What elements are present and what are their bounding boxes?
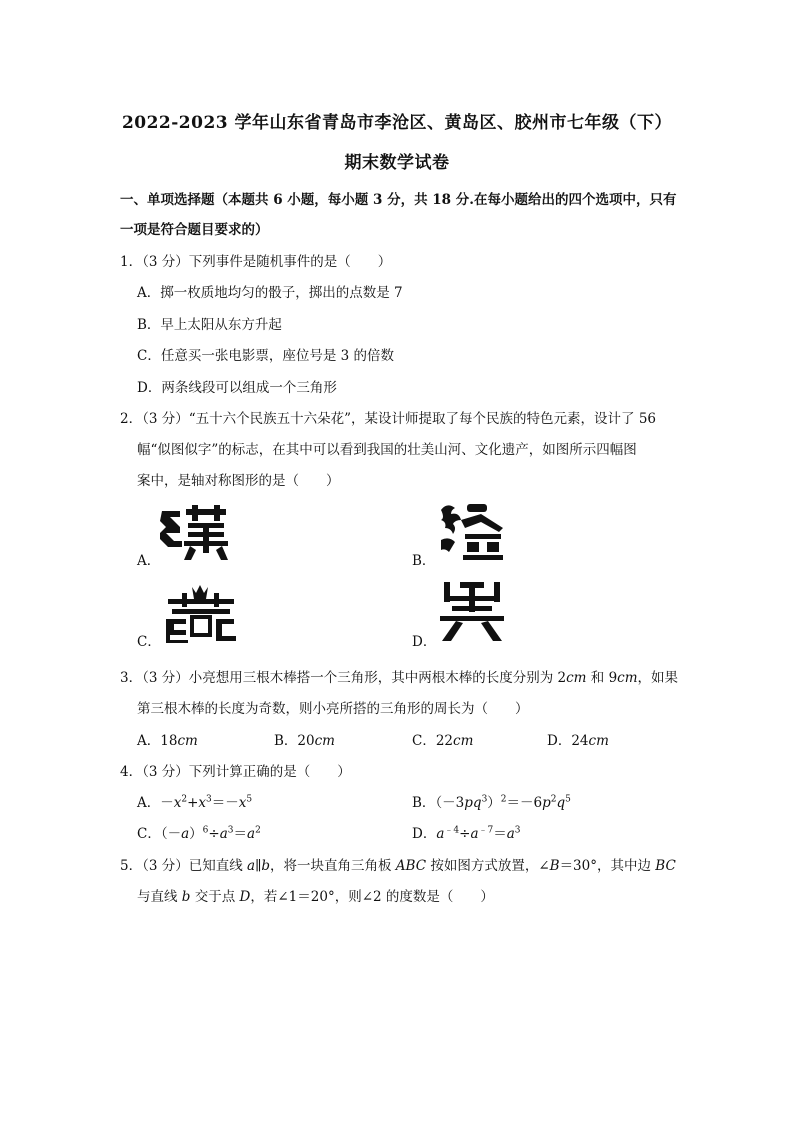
q3-option-a-unit: cm xyxy=(177,733,198,749)
q3-option-c-value: C．22 xyxy=(412,733,454,749)
q1-stem: 1．（3 分）下列事件是随机事件的是（ ） xyxy=(120,254,392,270)
q2-option-d-logo xyxy=(438,582,506,642)
q3-option-b-unit: cm xyxy=(314,733,335,749)
page-title: 2022-2023 学年山东省青岛市李沧区、黄岛区、胶州市七年级（下） xyxy=(121,113,673,133)
q2-option-d-label: D． xyxy=(412,634,437,650)
q3-option-d xyxy=(547,729,609,749)
q3-text: 3．（3 分）小亮想用三根木棒搭一个三角形，其中两根木棒的长度分别为 2 xyxy=(120,670,567,686)
q3-text: 和 9 xyxy=(586,670,618,686)
q2-stem-line1: 2．（3 分）“五十六个民族五十六朵花”，某设计师提取了每个民族的特色元素，设计了 56 xyxy=(120,411,656,427)
q5-var: BC xyxy=(655,858,676,874)
q3-unit: cm xyxy=(617,670,638,686)
q5-var: b xyxy=(181,889,191,905)
q5-text: 5．（3 分）已知直线 xyxy=(120,858,248,874)
q2-option-b-logo xyxy=(437,500,505,562)
section-header-line1: 一、单项选择题（本题共 6 小题，每小题 3 分，共 18 分.在每小题给出的四个选项中，只有 xyxy=(120,192,677,208)
q1-option-a: A．掷一枚质地均匀的骰子，掷出的点数是 7 xyxy=(137,285,403,301)
q3-option-b-value: B．20 xyxy=(274,733,315,749)
q5-stem-line2 xyxy=(137,885,494,905)
q4-option-a: A．$-x^2+x^3=-x^5$ xyxy=(137,794,253,811)
q5-text: ，将一块直角三角板 xyxy=(269,858,396,874)
page-subtitle: 期末数学试卷 xyxy=(344,153,450,173)
q5-text: ＝30°，其中边 xyxy=(559,858,656,874)
q5-var: a xyxy=(247,858,256,874)
q5-var: D xyxy=(239,889,251,905)
q3-option-d-unit: cm xyxy=(588,733,609,749)
q4-option-c: C．$(-a)^6\div a^3=a^2$ xyxy=(137,825,261,842)
q5-var: B xyxy=(549,858,560,874)
q3-unit: cm xyxy=(566,670,587,686)
q2-stem-line3: 案中，是轴对称图形的是（ ） xyxy=(137,473,340,489)
q3-text: ，如果 xyxy=(637,670,679,686)
q2-option-c-logo xyxy=(162,583,240,643)
q1-option-b: B．早上太阳从东方升起 xyxy=(137,317,282,333)
q3-option-b xyxy=(274,729,335,749)
q2-stem-line2: 幅“似图似字”的标志，在其中可以看到我国的壮美山河、文化遗产，如图所示四幅图 xyxy=(137,442,637,458)
q2-option-a-logo xyxy=(160,505,228,561)
q3-option-a-value: A．18 xyxy=(137,733,178,749)
q5-text: ∥ xyxy=(255,858,262,874)
q3-option-c-unit: cm xyxy=(453,733,474,749)
q5-var: ABC xyxy=(395,858,427,874)
q1-option-c: C．任意买一张电影票，座位号是 3 的倍数 xyxy=(137,348,395,364)
q4-stem: 4．（3 分）下列计算正确的是（ ） xyxy=(120,764,351,780)
q3-option-d-value: D．24 xyxy=(547,733,589,749)
q5-text: 按如图方式放置，∠ xyxy=(426,858,550,874)
q5-text: ，若∠1＝20°，则∠2 的度数是（ ） xyxy=(250,889,494,905)
q3-option-a xyxy=(137,729,198,749)
section-header-line2: 一项是符合题目要求的） xyxy=(120,222,269,238)
q1-option-d: D．两条线段可以组成一个三角形 xyxy=(137,380,337,396)
q4-option-b: B．$(-3pq^3)^2=-6p^2q^5$ xyxy=(412,794,571,811)
q5-text: 与直线 xyxy=(137,889,182,905)
q3-stem-line1 xyxy=(120,666,678,686)
q5-text: 交于点 xyxy=(190,889,240,905)
q2-option-b-label: B． xyxy=(412,553,436,569)
q3-stem-line2: 第三根木棒的长度为奇数，则小亮所搭的三角形的周长为（ ） xyxy=(137,701,529,717)
q3-option-c xyxy=(412,729,473,749)
q4-option-d: D．$a^{﹣4}\div a^{﹣7}=a^3$ xyxy=(412,825,521,842)
q5-stem-line1 xyxy=(120,854,676,874)
q2-option-a-label: A． xyxy=(137,553,161,569)
q5-var: b xyxy=(261,858,270,874)
q2-option-c-label: C． xyxy=(137,634,161,650)
